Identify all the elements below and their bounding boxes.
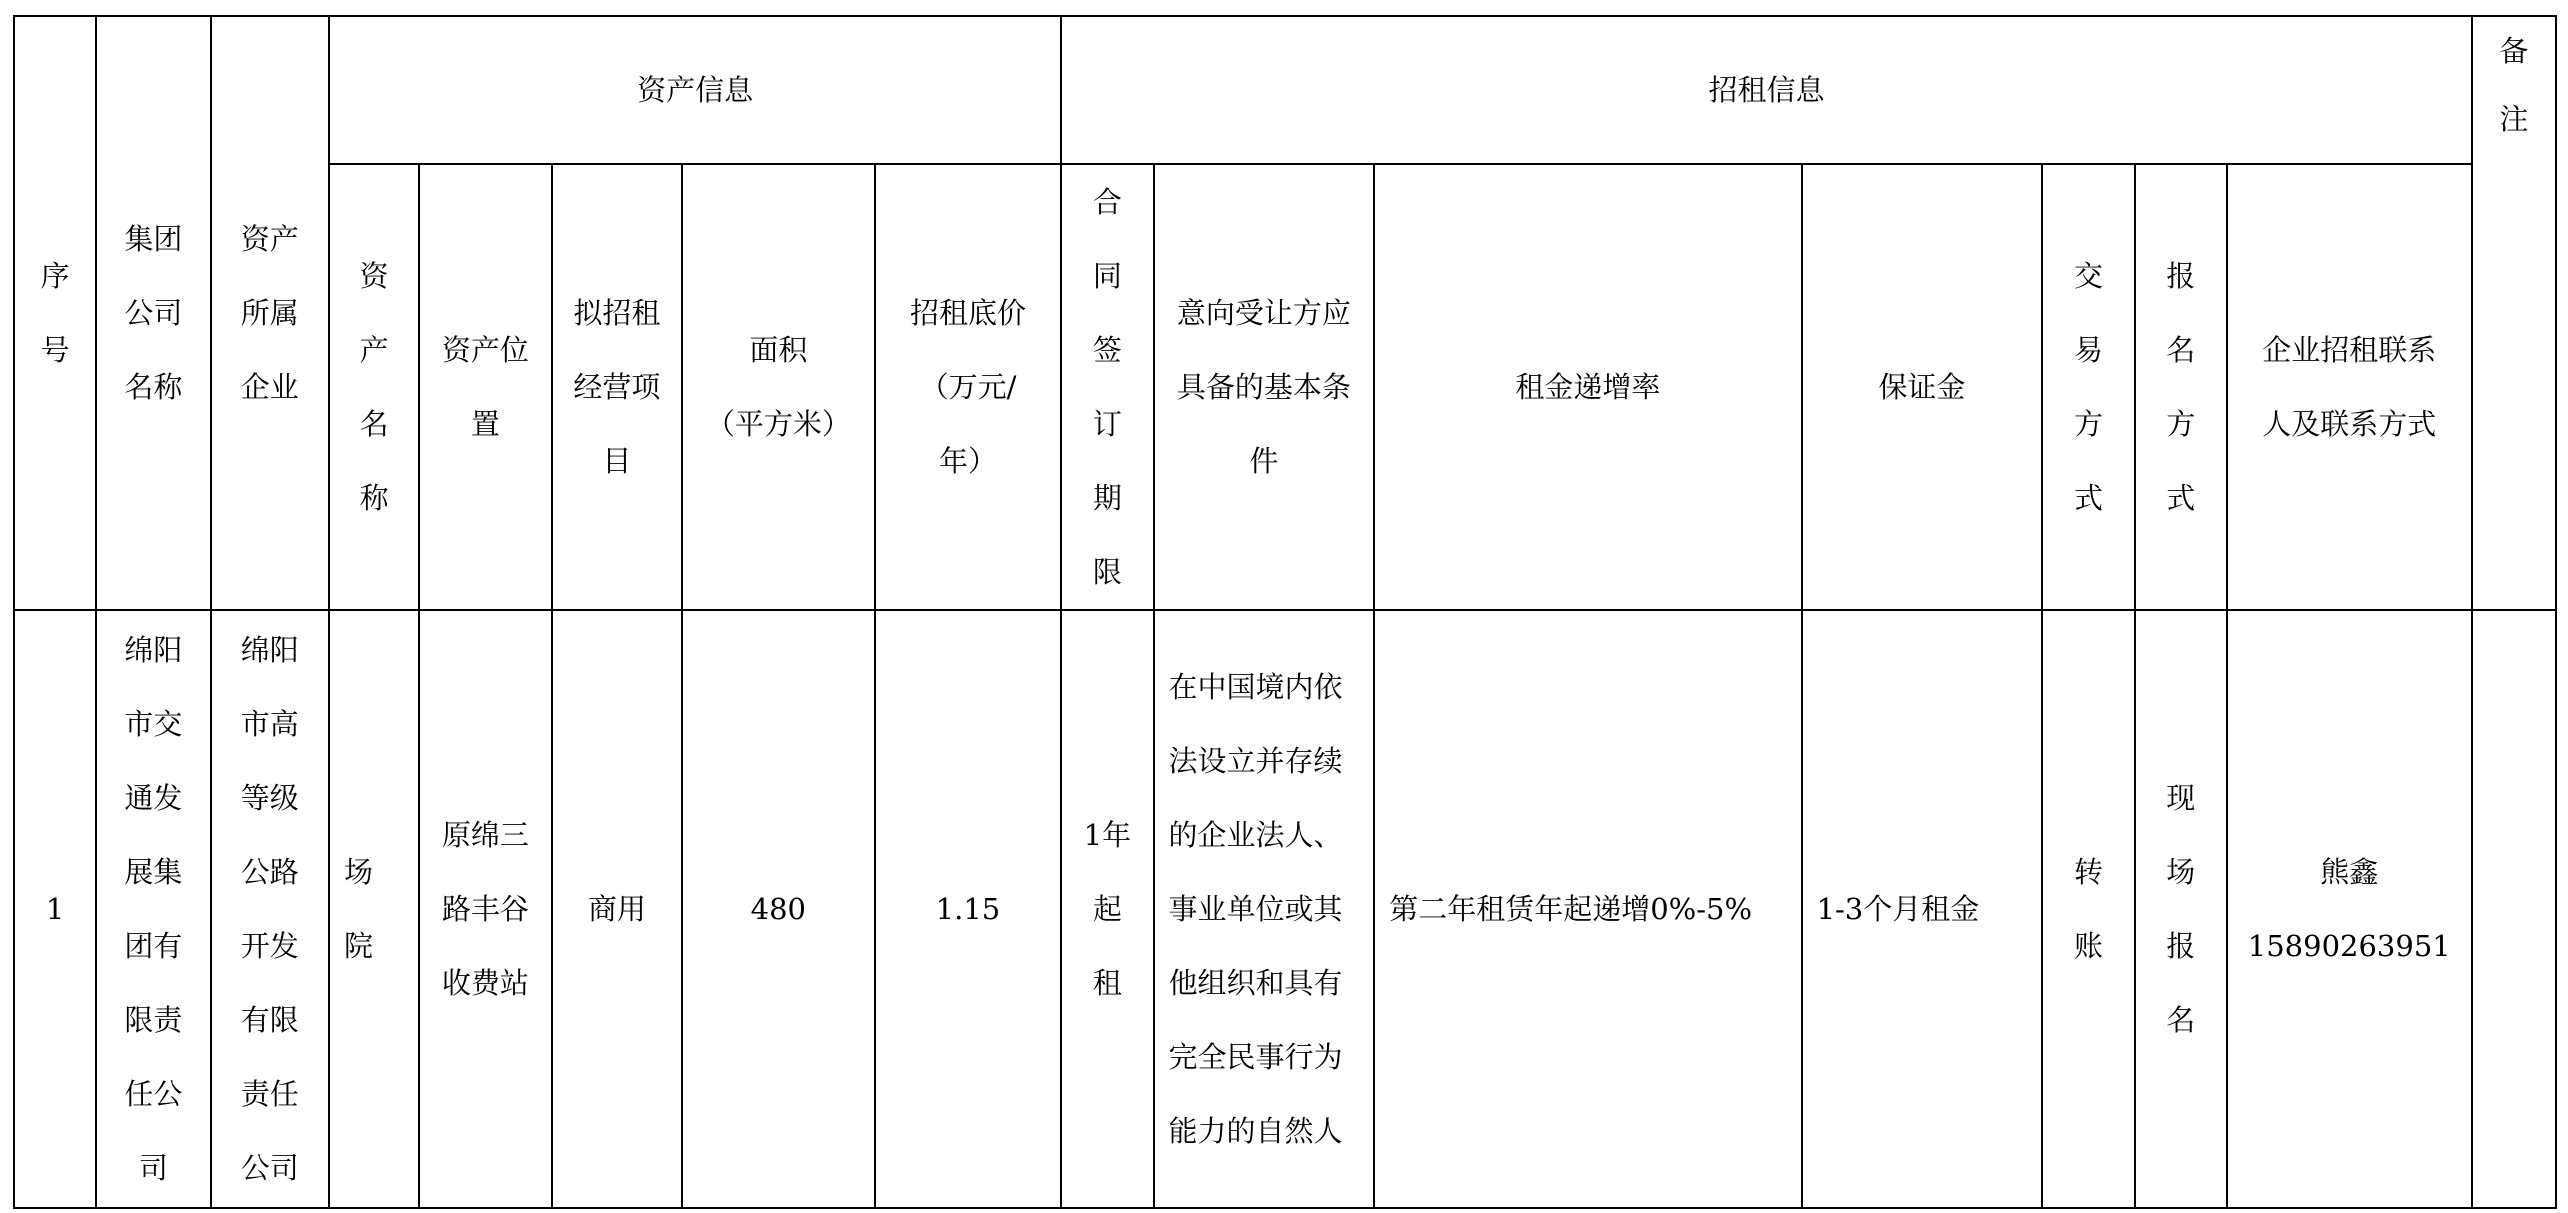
header-trade-method: 交 易 方 式 <box>2042 164 2134 610</box>
cell-area: 480 <box>682 610 875 1208</box>
header-signup-method: 报 名 方 式 <box>2135 164 2227 610</box>
header-deposit: 保证金 <box>1802 164 2043 610</box>
header-area: 面积 （平方米） <box>682 164 875 610</box>
header-asset-name: 资 产 名 称 <box>329 164 419 610</box>
cell-trade-method: 转 账 <box>2042 610 2134 1208</box>
cell-rent-increase: 第二年租赁年起递增0%-5% <box>1374 610 1801 1208</box>
cell-remark <box>2472 610 2556 1208</box>
header-contract-term: 合 同 签 订 期 限 <box>1061 164 1153 610</box>
rental-notice-table <box>13 15 2557 1209</box>
cell-deposit: 1-3个月租金 <box>1802 610 2043 1208</box>
header-contact: 企业招租联系 人及联系方式 <box>2227 164 2472 610</box>
cell-conditions: 在中国境内依 法设立并存续 的企业法人、 事业单位或其 他组织和具有 完全民事行为 能力的自然人 <box>1154 610 1375 1208</box>
cell-asset-name: 场 院 <box>329 610 419 1208</box>
contact-name: 熊鑫 <box>2320 855 2379 889</box>
header-group-row <box>14 16 2556 164</box>
cell-group-company: 绵阳 市交 通发 展集 团有 限责 任公 司 <box>96 610 210 1208</box>
cell-contact <box>2227 610 2472 1208</box>
header-remark: 备 注 <box>2472 16 2556 610</box>
header-rent-info: 招租信息 <box>1061 16 2471 164</box>
header-base-price: 招租底价 （万元/ 年） <box>875 164 1062 610</box>
cell-asset-location: 原绵三 路丰谷 收费站 <box>419 610 551 1208</box>
cell-signup-method: 现 场 报 名 <box>2135 610 2227 1208</box>
cell-contract-term: 1年 起 租 <box>1061 610 1153 1208</box>
cell-seq: 1 <box>14 610 96 1208</box>
header-asset-info: 资产信息 <box>329 16 1061 164</box>
header-rent-increase: 租金递增率 <box>1374 164 1801 610</box>
cell-base-price: 1.15 <box>875 610 1062 1208</box>
cell-asset-owner: 绵阳 市高 等级 公路 开发 有限 责任 公司 <box>211 610 329 1208</box>
header-columns-row <box>14 164 2556 610</box>
header-seq: 序 号 <box>14 16 96 610</box>
header-conditions: 意向受让方应 具备的基本条 件 <box>1154 164 1375 610</box>
header-group-company: 集团 公司 名称 <box>96 16 210 610</box>
cell-business-project: 商用 <box>552 610 682 1208</box>
header-business-project: 拟招租 经营项 目 <box>552 164 682 610</box>
contact-phone: 15890263951 <box>2247 929 2451 963</box>
header-asset-location: 资产位 置 <box>419 164 551 610</box>
table-row <box>14 610 2556 1208</box>
header-asset-owner: 资产 所属 企业 <box>211 16 329 610</box>
